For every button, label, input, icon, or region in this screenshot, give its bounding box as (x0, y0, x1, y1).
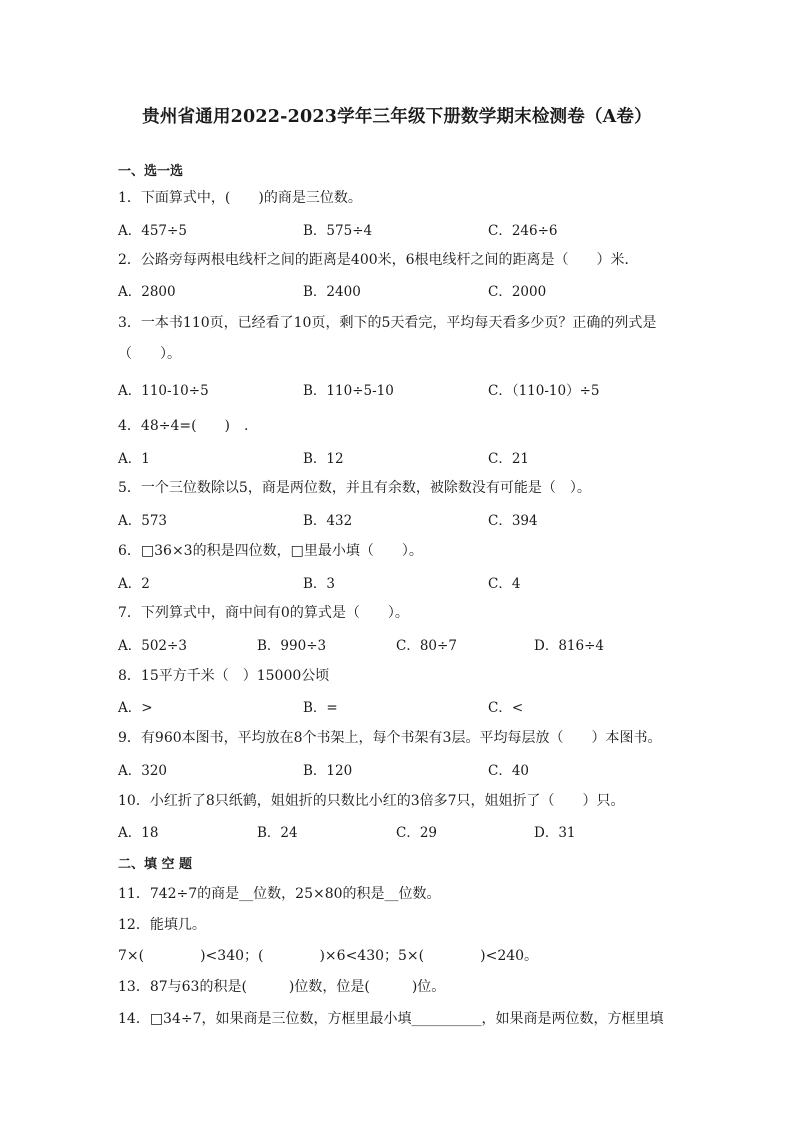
question-12: 12．能填几。 (118, 917, 206, 933)
q7-option-a: A．502÷3 (118, 638, 187, 654)
exam-title: 贵州省通用2022-2023学年三年级下册数学期末检测卷（A卷） (142, 107, 652, 127)
q8-option-b: B．= (303, 700, 338, 716)
question-1: 1．下面算式中，( )的商是三位数。 (118, 190, 362, 206)
q4-option-a: A．1 (118, 451, 150, 467)
q3-option-a: A．110-10÷5 (118, 383, 209, 399)
q6-option-b: B．3 (303, 576, 336, 592)
question-5: 5．一个三位数除以5，商是两位数，并且有余数，被除数没有可能是（ ）。 (118, 480, 591, 496)
question-6: 6．□36×3的积是四位数，□里最小填（ ）。 (118, 543, 423, 559)
question-7: 7．下列算式中，商中间有0的算式是（ ）。 (118, 605, 409, 621)
q10-option-b: B．24 (257, 825, 298, 841)
q2-option-a: A．2800 (118, 284, 176, 300)
q4-option-c: C．21 (488, 451, 530, 467)
q5-option-a: A．573 (118, 513, 168, 529)
question-4: 4．48÷4=( ) . (118, 418, 249, 434)
q9-option-b: B．120 (303, 763, 353, 779)
q3-option-b: B．110÷5-10 (303, 383, 394, 399)
q6-option-a: A．2 (118, 576, 150, 592)
q3-option-c: C．（110-10）÷5 (488, 383, 600, 399)
question-14: 14．□34÷7，如果商是三位数，方框里最小填__________，如果商是两位数，方框里填 (118, 1011, 664, 1027)
question-3: 3．一本书110页，已经看了10页，剩下的5天看完，平均每天看多少页？正确的列式是 (118, 315, 657, 331)
question-9: 9．有960本图书，平均放在8个书架上，每个书架有3层。平均每层放（ ）本图书。 (118, 730, 662, 746)
q8-option-c: C．< (488, 700, 524, 716)
section-heading-multiple-choice: 一、选一选 (118, 164, 184, 179)
q1-option-c: C．246÷6 (488, 223, 558, 239)
q1-option-b: B．575÷4 (303, 223, 373, 239)
q2-option-c: C．2000 (488, 284, 547, 300)
q9-option-a: A．320 (118, 763, 168, 779)
question-10: 10．小红折了8只纸鹤，姐姐折的只数比小红的3倍多7只，姐姐折了（ ）只。 (118, 793, 625, 809)
q7-option-c: C．80÷7 (396, 638, 457, 654)
q7-option-b: B．990÷3 (257, 638, 327, 654)
question-13: 13．87与63的积是( )位数，位是( )位。 (118, 979, 446, 995)
question-3-continued: （ ）。 (118, 346, 181, 362)
q6-option-c: C．4 (488, 576, 521, 592)
q5-option-b: B．432 (303, 513, 353, 529)
q10-option-d: D．31 (534, 825, 576, 841)
q5-option-c: C．394 (488, 513, 538, 529)
section-heading-fill-in: 二、填 空 题 (118, 857, 193, 872)
q9-option-c: C．40 (488, 763, 530, 779)
q1-option-a: A．457÷5 (118, 223, 187, 239)
q8-option-a: A．> (118, 700, 153, 716)
question-12-blanks: 7×( )<340；( )×6<430；5×( )<240。 (118, 948, 539, 964)
question-2: 2．公路旁每两根电线杆之间的距离是400米，6根电线杆之间的距离是（ ）米． (118, 252, 639, 268)
q2-option-b: B．2400 (303, 284, 361, 300)
q4-option-b: B．12 (303, 451, 344, 467)
question-11: 11．742÷7的商是__位数，25×80的积是__位数。 (118, 886, 441, 902)
question-8: 8．15平方千米（ ）15000公顷 (118, 668, 330, 684)
q10-option-a: A．18 (118, 825, 159, 841)
q10-option-c: C．29 (396, 825, 438, 841)
q7-option-d: D．816÷4 (534, 638, 604, 654)
